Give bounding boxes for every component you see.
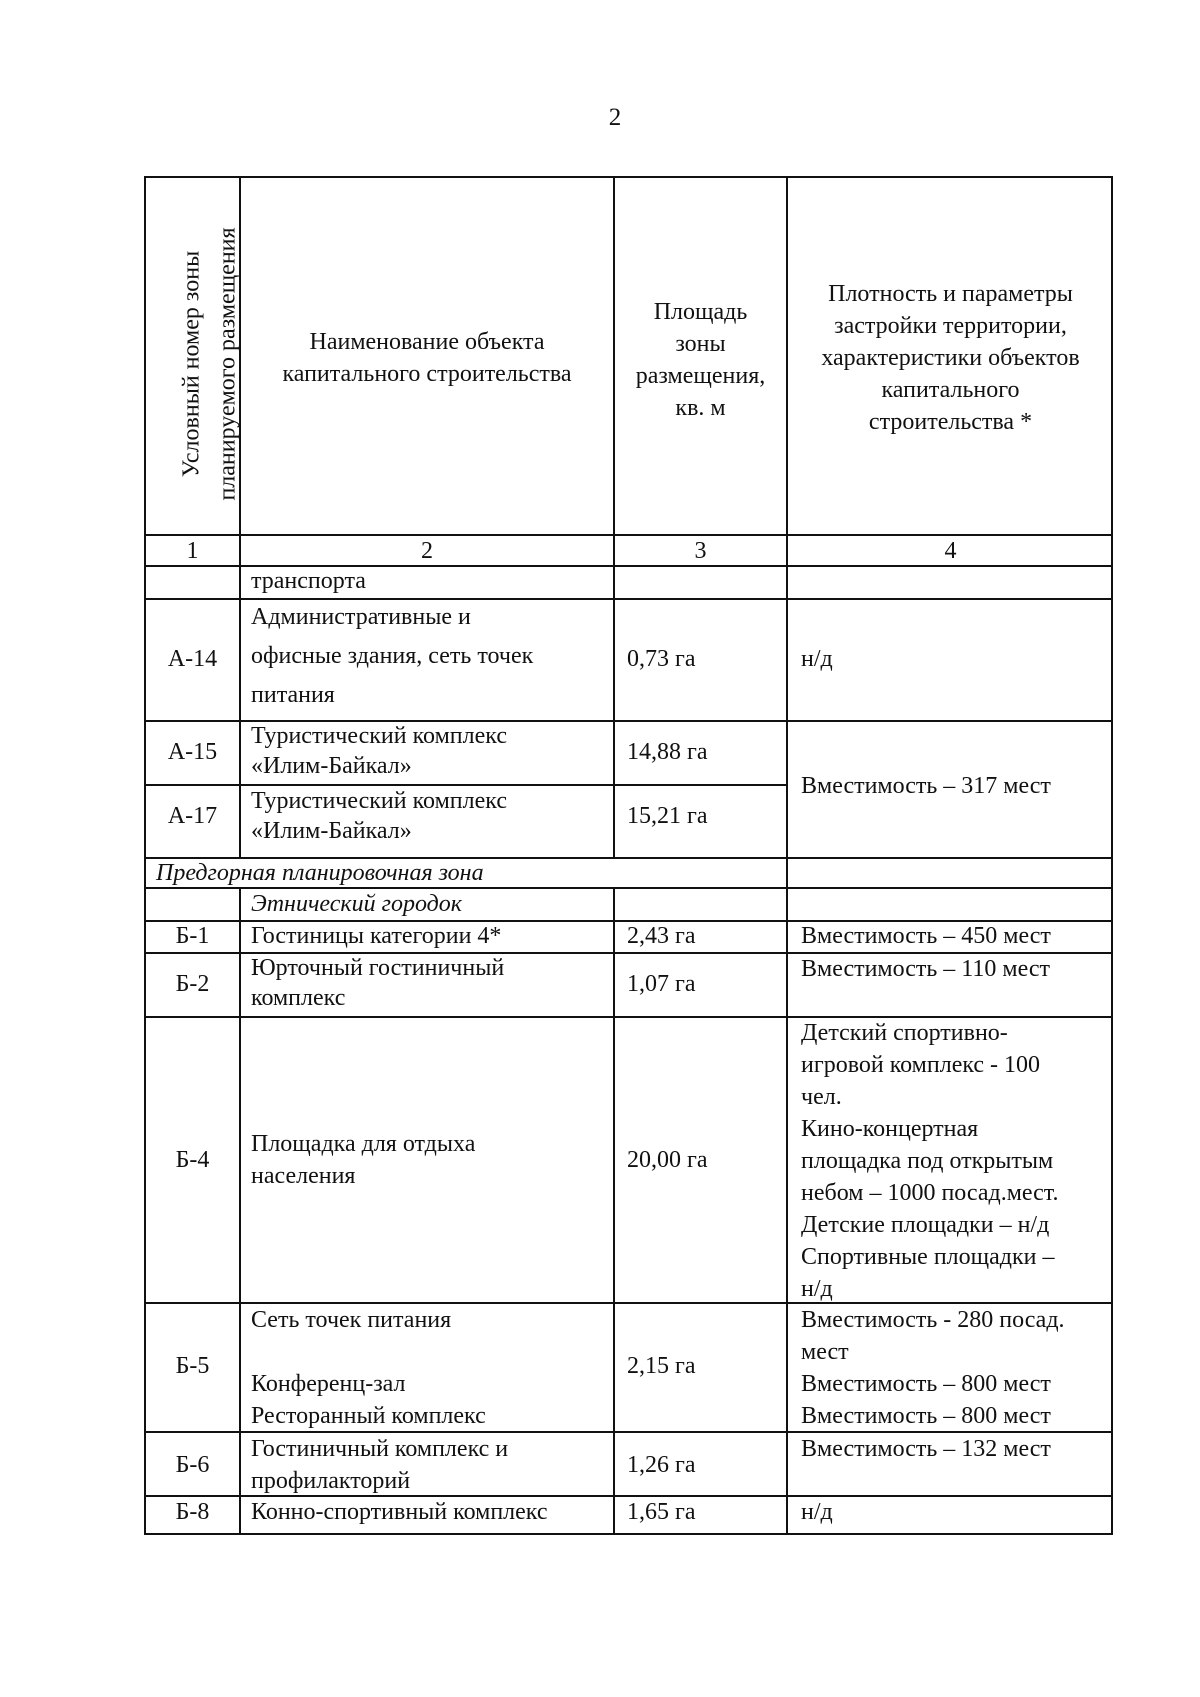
zone-area: 20,00 га (627, 1147, 708, 1173)
object-parameters: Вместимость - 280 посад. мест Вместимость – 800 мест Вместимость – 800 мест (801, 1307, 1065, 1429)
object-parameters: Вместимость – 110 мест (801, 956, 1050, 982)
object-name: Гостиничный комплекс и профилакторий (251, 1436, 509, 1494)
object-name: Конно-спортивный комплекс (251, 1499, 548, 1525)
object-name: Сеть точек питания Конференц-зал Ресторанный комплекс (251, 1307, 486, 1429)
object-parameters: Вместимость – 450 мест (801, 923, 1051, 949)
col-divider (613, 178, 615, 859)
zone-title: Предгорная планировочная зона (156, 860, 484, 886)
header-zone-number: Условный номер зоны планируемого размещения (179, 226, 242, 501)
row-id: Б-8 (175, 1499, 210, 1525)
object-name: Туристический комплекс «Илим-Байкал» (251, 788, 507, 844)
zone-area: 1,07 га (627, 971, 696, 997)
page-number: 2 (608, 104, 622, 131)
header-area: Площадь зоны размещения, кв. м (635, 299, 766, 421)
object-parameters: Вместимость – 317 мест (801, 773, 1051, 799)
object-parameters: Вместимость – 132 мест (801, 1436, 1051, 1462)
object-name: Гостиницы категории 4* (251, 923, 502, 949)
row-id: Б-6 (175, 1452, 210, 1478)
zone-area: 1,26 га (627, 1452, 696, 1478)
column-number: 2 (421, 538, 433, 564)
transport-continuation: транспорта (251, 568, 366, 594)
row-id: Б-4 (175, 1147, 210, 1173)
zone-area: 2,15 га (627, 1353, 696, 1379)
row-id: Б-1 (175, 923, 210, 949)
zones-table (144, 176, 1113, 1535)
row-id: А-15 (167, 739, 218, 765)
object-name: Площадка для отдыха населения (251, 1131, 476, 1189)
object-parameters: н/д (801, 1499, 833, 1525)
col-divider (613, 889, 615, 1533)
column-number: 3 (694, 538, 707, 564)
object-name: Туристический комплекс «Илим-Байкал» (251, 723, 507, 779)
zone-area: 15,21 га (627, 803, 708, 829)
object-parameters: н/д (801, 646, 833, 672)
zone-area: 0,73 га (627, 646, 696, 672)
zone-area: 1,65 га (627, 1499, 696, 1525)
object-name: Административные и офисные здания, сеть точек питания (251, 604, 534, 708)
zone-area: 2,43 га (627, 923, 696, 949)
subzone-title: Этнический городок (251, 891, 463, 917)
column-number: 1 (186, 538, 199, 564)
header-parameters: Плотность и параметры застройки территории, характеристики объектов капитального строительства * (821, 281, 1080, 435)
row-id: А-14 (167, 646, 218, 672)
object-parameters: Детский спортивно- игровой комплекс - 100 чел. Кино-концертная площадка под открытым небом – 1000 посад.мест. Детские площадки – н/д Спортивные площадки – н/д (801, 1020, 1059, 1302)
zone-area: 14,88 га (627, 739, 708, 765)
row-id: Б-2 (175, 971, 210, 997)
column-number: 4 (944, 538, 957, 564)
row-id: А-17 (167, 803, 218, 829)
object-name: Юрточный гостиничный комплекс (251, 955, 505, 1011)
col-divider (239, 889, 241, 1533)
row-id: Б-5 (175, 1353, 210, 1379)
header-object-name: Наименование объекта капитального строительства (282, 329, 572, 387)
